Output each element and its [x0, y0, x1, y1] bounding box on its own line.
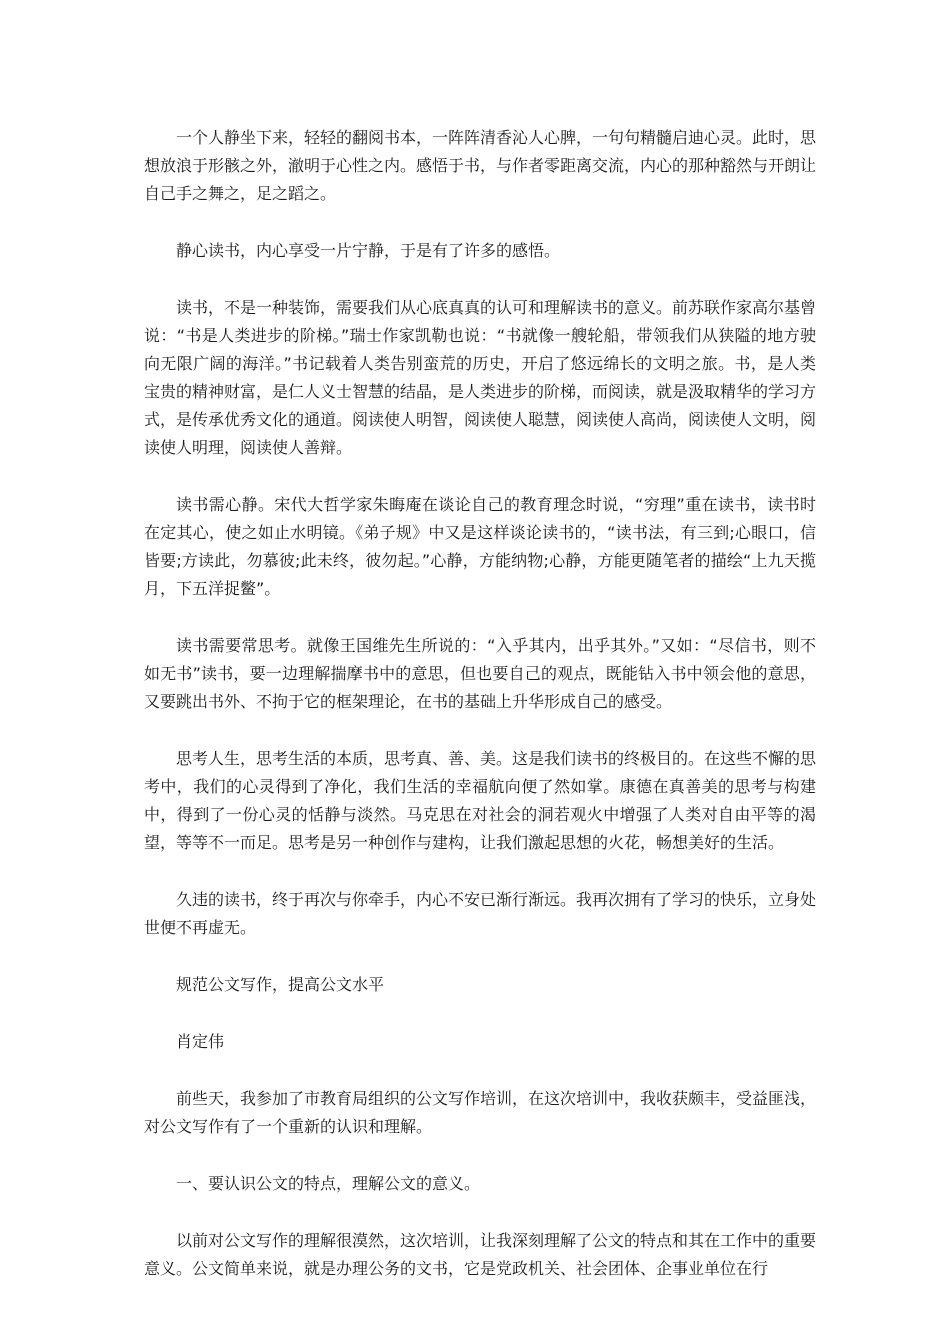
paragraph-2: 静心读书，内心享受一片宁静，于是有了许多的感悟。 [176, 241, 561, 260]
paragraph-4: 读书需心静。宋代大哲学家朱晦庵在谈论自己的教育理念时说，“穷理”重在读书，读书时在定其心，使之如止水明镜。《弟子规》中又是这样谈论读书的，“读书法，有三到;心眼口，信皆要;方读此，勿慕彼;此未终，彼勿起。”心静，方能纳物;心静，方能更随笔者的描绘“上九天揽月，下五洋捉鳖”。 [144, 495, 816, 598]
paragraph-6: 思考人生，思考生活的本质，思考真、善、美。这是我们读书的终极目的。在这些不懈的思考中，我们的心灵得到了净化，我们生活的幸福航向便了然如掌。康德在真善美的思考与构建中，得到了一份心灵的恬静与淡然。马克思在对社会的洞若观火中增强了人类对自由平等的渴望，等等不一而足。思考是另一种创作与建构，让我们激起思想的火花，畅想美好的生活。 [144, 749, 817, 852]
subheading-1: 一、要认识公文的特点，理解公文的意义。 [176, 1174, 481, 1193]
paragraph-1: 一个人静坐下来，轻轻的翻阅书本，一阵阵清香沁人心脾，一句句精髓启迪心灵。此时，思想放浪于形骸之外，澈明于心性之内。感悟于书，与作者零距离交流，内心的那种豁然与开朗让自己手之舞之，足之蹈之。 [144, 128, 817, 203]
paragraph-7: 久违的读书，终于再次与你牵手，内心不安已渐行渐远。我再次拥有了学习的快乐，立身处世便不再虚无。 [144, 890, 817, 937]
document-body [144, 124, 816, 1312]
author-name: 肖定伟 [176, 1032, 225, 1051]
paragraph-12: 以前对公文写作的理解很漠然，这次培训，让我深刻理解了公文的特点和其在工作中的重要意义。公文简单来说，就是办理公务的文书，它是党政机关、社会团体、企事业单位在行 [144, 1231, 817, 1278]
paragraph-3: 读书，不是一种装饰，需要我们从心底真真的认可和理解读书的意义。前苏联作家高尔基曾说：“书是人类进步的阶梯。”瑞士作家凯勒也说：“书就像一艘轮船，带领我们从狭隘的地方驶向无限广阔的海洋。”书记载着人类告别蛮荒的历史，开启了悠远绵长的文明之旅。书，是人类宝贵的精神财富，是仁人义士智慧的结晶，是人类进步的阶梯，而阅读，就是汲取精华的学习方式，是传承优秀文化的通道。阅读使人明智，阅读使人聪慧，阅读使人高尚，阅读使人文明，阅读使人明理，阅读使人善辩。 [144, 298, 817, 457]
paragraph-10: 前些天，我参加了市教育局组织的公文写作培训，在这次培训中，我收获颇丰，受益匪浅，对公文写作有了一个重新的认识和理解。 [144, 1089, 817, 1136]
section-title: 规范公文写作，提高公文水平 [176, 975, 385, 994]
paragraph-5: 读书需要常思考。就像王国维先生所说的：“入乎其内，出乎其外。”又如：“尽信书，则不如无书”读书，要一边理解揣摩书中的意思，但也要自己的观点，既能钻入书中领会他的意思，又要跳出书外、不拘于它的框架理论，在书的基础上升华形成自己的感受。 [144, 636, 816, 711]
